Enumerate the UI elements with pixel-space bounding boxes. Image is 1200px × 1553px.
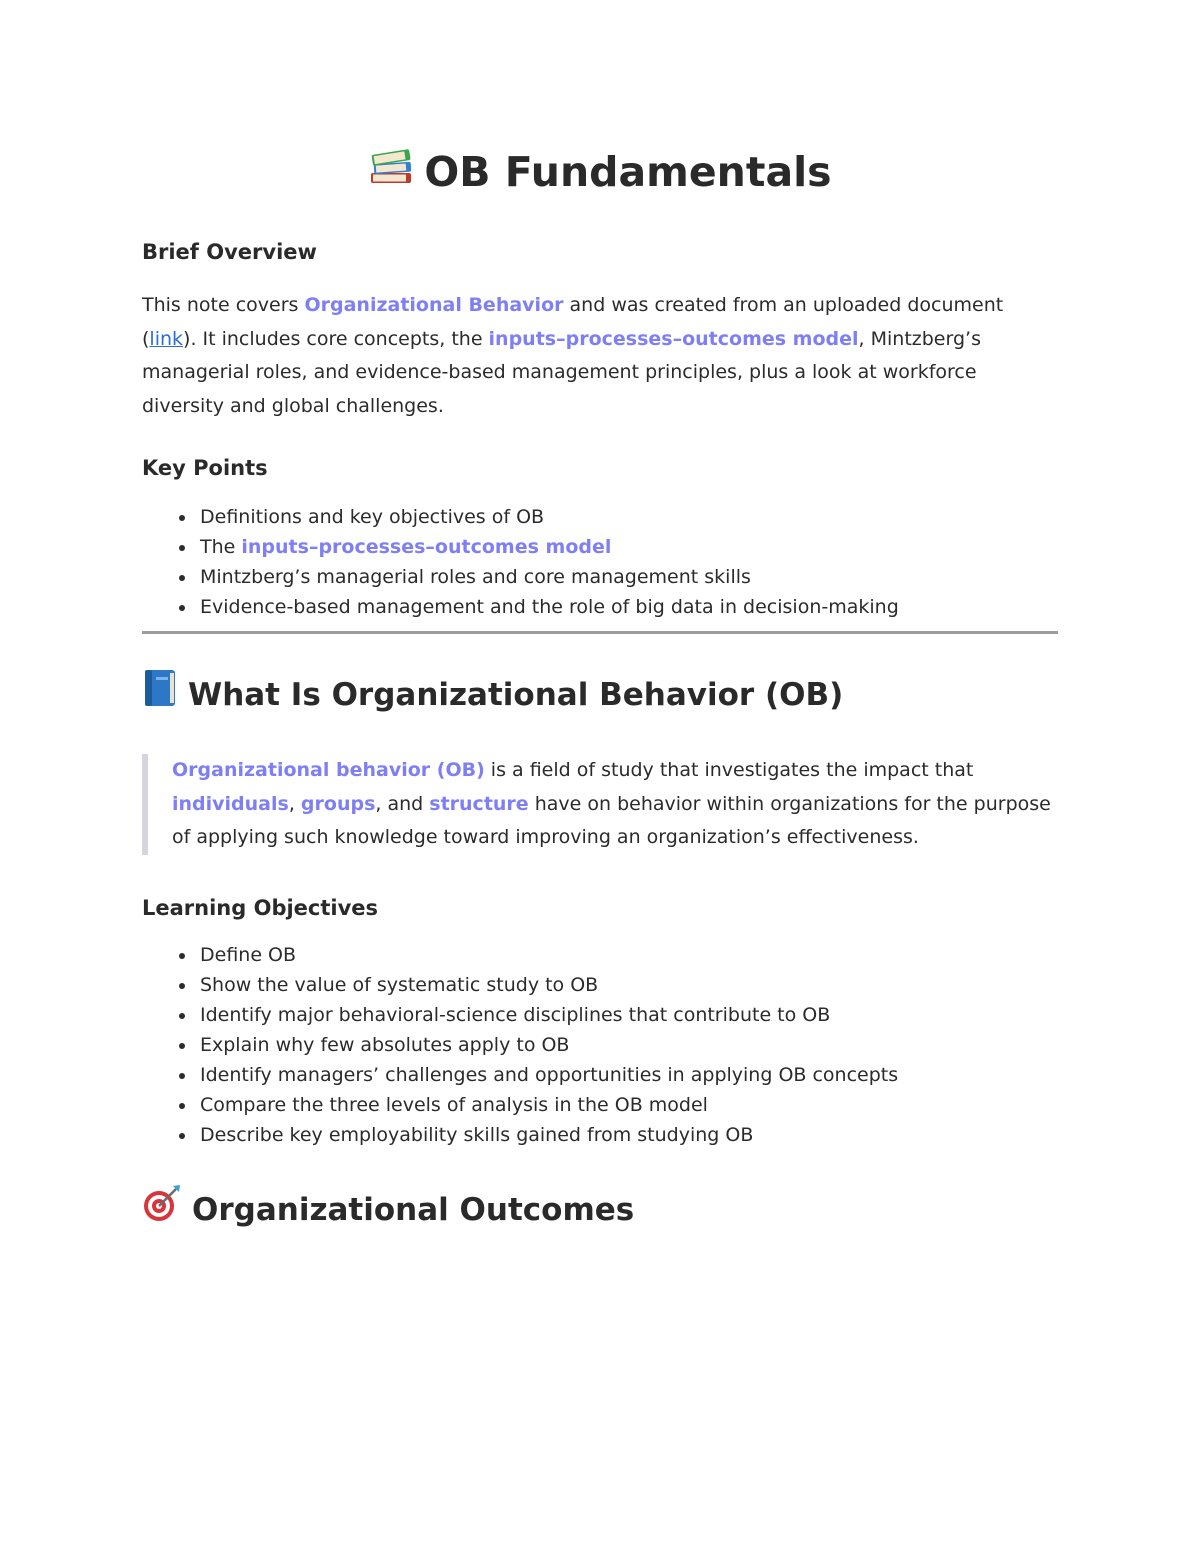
- what-is-ob-heading: [142, 671, 843, 722]
- list-item: Identify major behavioral-science disciplines that contribute to OB: [142, 1000, 1058, 1030]
- ob-definition-quote: [142, 754, 1058, 855]
- highlight-individuals: individuals: [172, 792, 289, 815]
- highlight-ob: Organizational behavior (OB): [172, 759, 485, 781]
- overview-text: ). It includes core concepts, the: [183, 327, 489, 350]
- quote-text: , and: [375, 792, 430, 815]
- list-item: Explain why few absolutes apply to OB: [142, 1030, 1058, 1060]
- learning-objectives-heading: Learning Objectives: [142, 896, 379, 920]
- highlight-ipo-model: inputs–processes–outcomes model: [241, 536, 612, 558]
- overview-text: This note covers: [142, 294, 305, 316]
- list-item: Describe key employability skills gained from studying OB: [142, 1120, 1058, 1150]
- document-link[interactable]: link: [149, 327, 184, 350]
- section-divider: [142, 631, 1058, 634]
- list-item-text: The: [200, 536, 242, 558]
- overview-text: , Mintzberg’s managerial roles, and evidence-based management principles, plus a look at workforce diversity and global challenges.: [142, 327, 981, 417]
- key-points-list: [142, 502, 1058, 622]
- direct-hit-target-icon: [142, 1183, 182, 1234]
- document-title-text: OB Fundamentals: [424, 148, 832, 196]
- document-title: [142, 146, 1058, 203]
- overview-text: and was created from an uploaded document (: [142, 294, 1004, 350]
- brief-overview-paragraph: [142, 289, 1058, 423]
- quote-text: ,: [288, 792, 301, 815]
- brief-overview-heading: Brief Overview: [142, 240, 317, 264]
- list-item: Mintzberg’s managerial roles and core management skills: [142, 562, 1058, 592]
- key-points-heading: Key Points: [142, 456, 268, 480]
- list-item: [142, 532, 1058, 562]
- learning-objectives-list: [142, 940, 1058, 1150]
- quote-text: is a field of study that investigates the impact that: [484, 759, 974, 781]
- blue-book-icon: [142, 668, 178, 719]
- list-item: Identify managers’ challenges and opportunities in applying OB concepts: [142, 1060, 1058, 1090]
- organizational-outcomes-heading-text: Organizational Outcomes: [192, 1192, 635, 1228]
- highlight-structure: structure: [429, 792, 529, 815]
- list-item: Show the value of systematic study to OB: [142, 970, 1058, 1000]
- list-item: Definitions and key objectives of OB: [142, 502, 1058, 532]
- list-item: Evidence-based management and the role of big data in decision-making: [142, 592, 1058, 622]
- highlight-groups: groups: [300, 792, 376, 815]
- quote-text: have on behavior within organizations for the purpose of applying such knowledge toward improving an organization’s effectiveness.: [172, 792, 1051, 848]
- books-icon: [368, 143, 414, 199]
- organizational-outcomes-heading: [142, 1186, 634, 1237]
- what-is-ob-heading-text: What Is Organizational Behavior (OB): [188, 677, 844, 713]
- highlight-ipo-model: inputs–processes–outcomes model: [488, 327, 859, 350]
- list-item: Define OB: [142, 940, 1058, 970]
- list-item: Compare the three levels of analysis in the OB model: [142, 1090, 1058, 1120]
- highlight-organizational-behavior: Organizational Behavior: [304, 294, 564, 316]
